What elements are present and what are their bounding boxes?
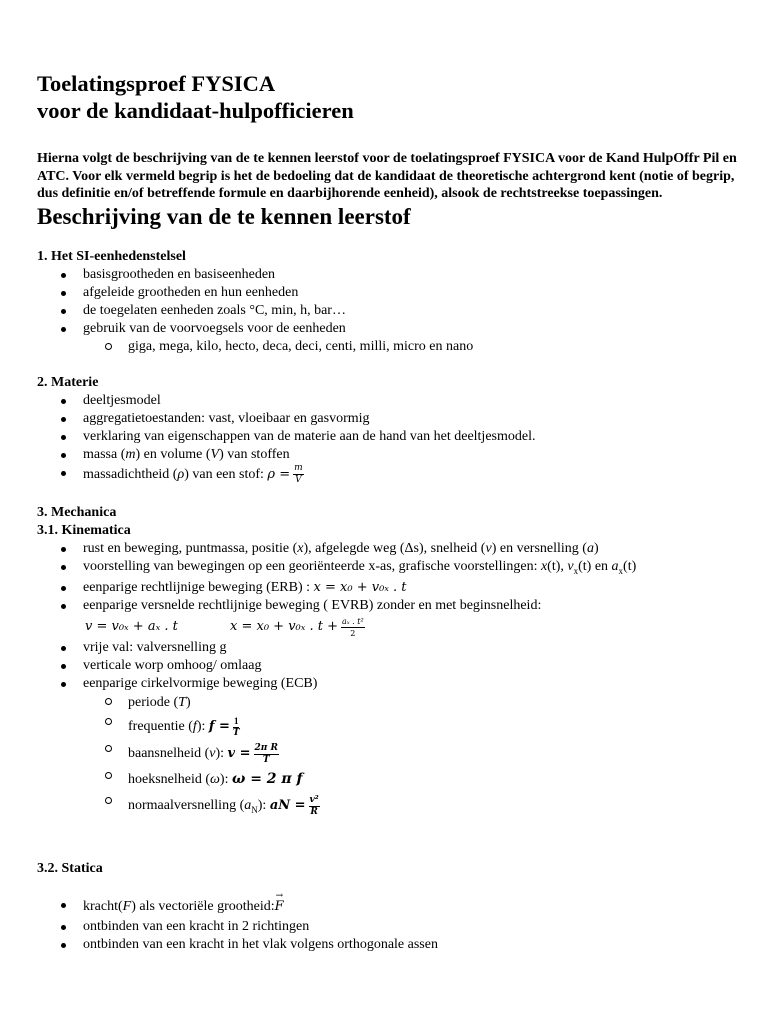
list-item: massa (m) en volume (V) van stoffen: [37, 446, 737, 464]
title-line-2: voor de kandidaat-hulpofficieren: [37, 98, 354, 123]
section-2-list: [37, 392, 737, 486]
list-item: gebruik van de voorvoegsels voor de eenheden: [37, 320, 737, 338]
sub-list-item: periode (T): [37, 693, 737, 713]
sub-list-item: giga, mega, kilo, hecto, deca, deci, centi, milli, micro en nano: [37, 338, 737, 356]
list-item: eenparige cirkelvormige beweging (ECB): [37, 675, 737, 693]
evrb-velocity-formula: v = v₀ₓ + aₓ . t: [85, 619, 178, 635]
statics-list: [37, 896, 737, 954]
section-heading: Beschrijving van de te kennen leerstof: [37, 203, 411, 229]
sub-list-item-angular-speed: hoeksnelheid (ω): ω = 2 π f: [37, 767, 737, 792]
section-3-title: 3. Mechanica: [37, 504, 117, 520]
list-item: basisgrootheden en basiseenheden: [37, 266, 737, 284]
evrb-position-formula: x = x₀ + v₀ₓ . t + $\frac{\text{aₓ . t²}}{2}$: [230, 616, 364, 638]
section-1-sublist: [37, 338, 737, 356]
list-item: rust en beweging, puntmassa, positie (x), afgelegde weg (Δs), snelheid (v) en versnelling (a): [37, 540, 737, 558]
section-2-title: 2. Materie: [37, 374, 99, 390]
list-item-force: kracht(F) als vectoriële grootheid:→ F: [37, 896, 737, 918]
sub-list-item-orbital-speed: baansnelheid (v): v = $\frac{\text{2π R}}{T}$: [37, 740, 737, 767]
ecb-sublist: [37, 693, 737, 824]
list-item: voorstelling van bewegingen op een georiënteerde x-as, grafische voorstellingen: x(t), $v_x(t)$ en $a_x(t)$: [37, 558, 737, 580]
list-item: deeltjesmodel: [37, 392, 737, 410]
intro-paragraph: Hierna volgt de beschrijving van de te kennen leerstof voor de toelatingsproef FYSICA voor de Kand HulpOffr Pil en ATC. Voor elk vermeld begrip is het de bedoeling dat de kandidaat de theoretische achtergrond kent (notie of begrip, dus definitie en/of betreffende formule en daarbijhorende eenheid), alsook de rechtstreekse toepassingen.: [37, 151, 737, 201]
list-item: ontbinden van een kracht in 2 richtingen: [37, 918, 737, 936]
list-item-evrb: eenparige versnelde rechtlijnige beweging ( EVRB) zonder en met beginsnelheid:: [37, 597, 737, 615]
list-item: ontbinden van een kracht in het vlak volgens orthogonale assen: [37, 936, 737, 954]
section-1-list: [37, 266, 737, 338]
list-item: aggregatietoestanden: vast, vloeibaar en gasvormig: [37, 410, 737, 428]
evrb-formulas: [37, 615, 737, 639]
document-page: [37, 70, 737, 954]
kinematics-list-2: [37, 639, 737, 693]
density-formula: ρ =: [267, 466, 291, 482]
list-item: de toegelaten eenheden zoals °C, min, h, bar…: [37, 302, 737, 320]
section-1-title: 1. Het SI-eenhedenstelsel: [37, 248, 186, 264]
document-title: [37, 70, 737, 124]
title-line-1: Toelatingsproef FYSICA: [37, 71, 276, 96]
list-item-density: massadichtheid (ρ) van een stof: ρ = $\frac{m}{V}$: [37, 464, 737, 486]
section-3-1-title: 3.1. Kinematica: [37, 522, 131, 538]
sub-list-item-normal-acceleration: normaalversnelling $(a_N)$: aN = $\frac{\text{v²}}{R}$: [37, 792, 737, 824]
list-item: afgeleide grootheden en hun eenheden: [37, 284, 737, 302]
erb-formula: x = x₀ + v₀ₓ . t: [313, 580, 407, 596]
force-vector: → F: [275, 896, 284, 918]
list-item: verticale worp omhoog/ omlaag: [37, 657, 737, 675]
density-fraction: $\frac{m}{V}$: [294, 462, 303, 485]
kinematics-list: [37, 540, 737, 616]
list-item: verklaring van eigenschappen van de materie aan de hand van het deeltjesmodel.: [37, 428, 737, 446]
list-item: vrije val: valversnelling g: [37, 639, 737, 657]
sub-list-item-frequency: frequentie (f): f = $\frac{1}{T}$: [37, 713, 737, 740]
section-3-2-title: 3.2. Statica: [37, 861, 103, 877]
list-item-erb: eenparige rechtlijnige beweging (ERB) : x = x₀ + v₀ₓ . t: [37, 579, 737, 597]
